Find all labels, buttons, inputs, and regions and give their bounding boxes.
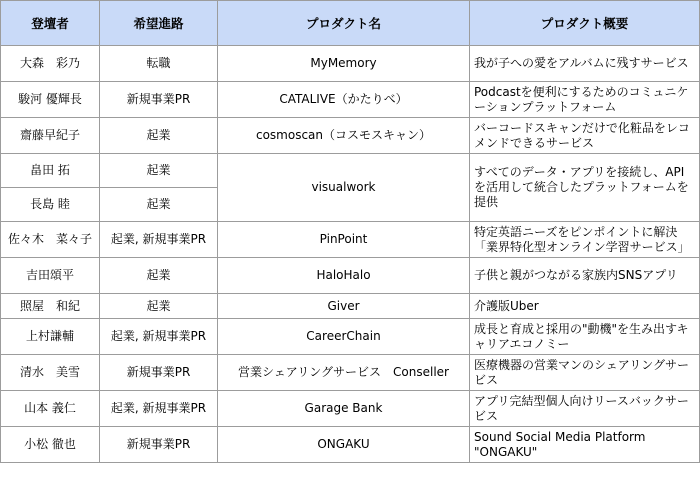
path-cell: 新規事業PR <box>100 82 218 118</box>
header-product: プロダクト名 <box>218 1 470 46</box>
overview-cell: すべてのデータ・アプリを接続し、APIを活用して統合したプラットフォームを提供 <box>470 154 700 222</box>
path-cell: 転職 <box>100 46 218 82</box>
product-cell: cosmoscan（コスモスキャン） <box>218 118 470 154</box>
overview-cell: 我が子への愛をアルバムに残すサービス <box>470 46 700 82</box>
presenter-cell: 小松 徹也 <box>1 427 100 463</box>
presenter-cell: 長島 睦 <box>1 188 100 222</box>
path-cell: 起業 <box>100 294 218 319</box>
presenter-cell: 山本 義仁 <box>1 391 100 427</box>
path-cell: 新規事業PR <box>100 427 218 463</box>
presenter-cell: 佐々木 菜々子 <box>1 222 100 258</box>
presenter-cell: 吉田頌平 <box>1 258 100 294</box>
path-cell: 起業, 新規事業PR <box>100 222 218 258</box>
product-cell: CareerChain <box>218 319 470 355</box>
product-cell: visualwork <box>218 154 470 222</box>
presenter-cell: 齋藤早紀子 <box>1 118 100 154</box>
header-path: 希望進路 <box>100 1 218 46</box>
path-cell: 起業 <box>100 188 218 222</box>
presenter-cell: 上村謙輔 <box>1 319 100 355</box>
product-cell: 営業シェアリングサービス Conseller <box>218 355 470 391</box>
overview-cell: 介護版Uber <box>470 294 700 319</box>
table-row <box>1 258 700 294</box>
table-row <box>1 118 700 154</box>
header-row <box>1 1 700 46</box>
table-row <box>1 427 700 463</box>
overview-cell: アプリ完結型個人向けリースバックサービス <box>470 391 700 427</box>
product-cell: MyMemory <box>218 46 470 82</box>
presenter-cell: 大森 彩乃 <box>1 46 100 82</box>
overview-cell: 医療機器の営業マンのシェアリングサービス <box>470 355 700 391</box>
product-cell: Giver <box>218 294 470 319</box>
path-cell: 起業 <box>100 154 218 188</box>
table-row <box>1 355 700 391</box>
table-row <box>1 294 700 319</box>
path-cell: 新規事業PR <box>100 355 218 391</box>
path-cell: 起業 <box>100 118 218 154</box>
product-cell: ONGAKU <box>218 427 470 463</box>
presenter-cell: 清水 美雪 <box>1 355 100 391</box>
product-cell: CATALIVE（かたりべ） <box>218 82 470 118</box>
overview-cell: Sound Social Media Platform "ONGAKU" <box>470 427 700 463</box>
table-row <box>1 82 700 118</box>
path-cell: 起業 <box>100 258 218 294</box>
overview-cell: バーコードスキャンだけで化粧品をレコメンドできるサービス <box>470 118 700 154</box>
overview-cell: 特定英語ニーズをピンポイントに解決「業界特化型オンライン学習サービス」 <box>470 222 700 258</box>
overview-cell: 子供と親がつながる家族内SNSアプリ <box>470 258 700 294</box>
presenter-cell: 駿河 優輝長 <box>1 82 100 118</box>
table-row <box>1 319 700 355</box>
product-cell: HaloHalo <box>218 258 470 294</box>
product-cell: Garage Bank <box>218 391 470 427</box>
table-row <box>1 222 700 258</box>
table-row <box>1 46 700 82</box>
header-overview: プロダクト概要 <box>470 1 700 46</box>
table-row <box>1 154 700 188</box>
overview-cell: Podcastを便利にするためのコミュニケーションプラットフォーム <box>470 82 700 118</box>
presenter-cell: 照屋 和紀 <box>1 294 100 319</box>
product-cell: PinPoint <box>218 222 470 258</box>
path-cell: 起業, 新規事業PR <box>100 319 218 355</box>
presenter-cell: 畠田 拓 <box>1 154 100 188</box>
table-row <box>1 391 700 427</box>
overview-cell: 成長と育成と採用の"動機"を生み出すキャリアエコノミー <box>470 319 700 355</box>
path-cell: 起業, 新規事業PR <box>100 391 218 427</box>
header-presenter: 登壇者 <box>1 1 100 46</box>
